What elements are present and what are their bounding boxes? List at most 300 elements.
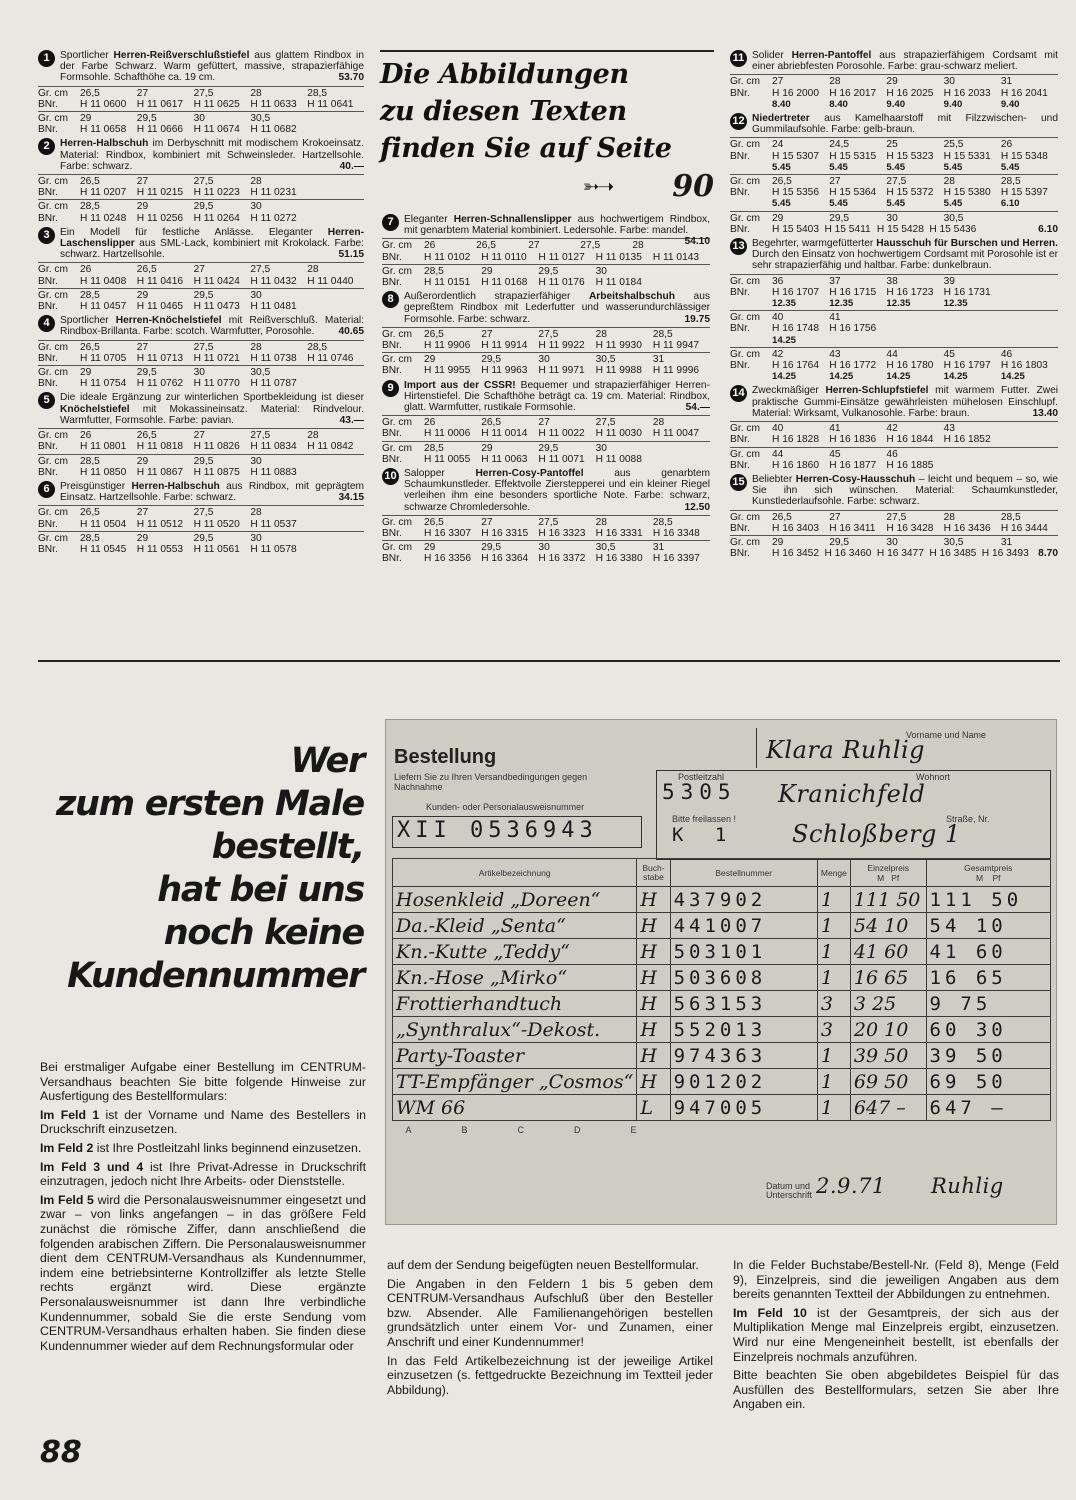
cell: 29,5 xyxy=(829,212,850,224)
cell xyxy=(944,449,1001,460)
cell: 29 xyxy=(424,542,436,554)
size-row xyxy=(38,113,364,124)
size-row xyxy=(382,277,710,288)
size-block xyxy=(38,86,364,110)
cell: 9.40 xyxy=(1000,98,1020,110)
cell: 5.45 xyxy=(886,198,906,210)
row-label: BNr. xyxy=(38,378,58,390)
cell: H 16 1748 xyxy=(772,323,820,335)
size-block xyxy=(382,238,710,262)
cell: H 15 5380 xyxy=(943,187,991,199)
cell: H 11 0537 xyxy=(250,518,297,530)
product-item xyxy=(382,214,710,288)
cell: H 11 0770 xyxy=(193,378,240,390)
cell xyxy=(653,277,710,288)
form-title: Bestellung xyxy=(394,746,497,768)
cell xyxy=(307,519,364,530)
cell xyxy=(307,176,364,187)
order-row xyxy=(393,1095,1051,1121)
cell xyxy=(1001,423,1058,434)
size-row xyxy=(38,378,364,389)
row-label: BNr. xyxy=(38,98,58,110)
size-row xyxy=(38,290,364,301)
cell: 28,5 xyxy=(307,341,328,353)
row-label: BNr. xyxy=(38,124,58,136)
size-row xyxy=(38,507,364,518)
product-item xyxy=(730,238,1058,382)
row-label: BNr. xyxy=(730,522,750,534)
size-block xyxy=(38,531,364,555)
cell xyxy=(1001,335,1058,346)
cell: H 16 2017 xyxy=(829,87,877,99)
size-row xyxy=(38,276,364,287)
cell: 29 xyxy=(424,354,436,366)
product-item xyxy=(382,468,710,565)
form-letter: B xyxy=(461,1124,468,1135)
row-cells xyxy=(80,544,364,555)
cell: 26 xyxy=(1000,139,1013,151)
cell: 26,5 xyxy=(772,176,792,188)
cell: H 11 0481 xyxy=(250,301,297,313)
row-label: BNr. xyxy=(382,453,402,465)
order-article: TT-Empfänger „Cosmos“ xyxy=(393,1069,637,1095)
size-row xyxy=(382,517,710,528)
cell: H 11 0248 xyxy=(80,212,127,224)
row-cells xyxy=(772,224,1034,235)
item-number-badge: 4 xyxy=(38,315,55,332)
cell: H 11 0713 xyxy=(136,352,184,364)
row-cells xyxy=(80,99,364,110)
row-label: BNr. xyxy=(382,340,402,352)
cell: 26 xyxy=(424,417,436,429)
cell: 26,5 xyxy=(476,240,496,252)
row-label: BNr. xyxy=(730,323,750,335)
cell: 26,5 xyxy=(80,176,100,188)
cell: 37 xyxy=(829,275,841,287)
cell xyxy=(307,367,364,378)
size-row xyxy=(38,456,364,467)
size-row xyxy=(730,371,1058,382)
instruction-paragraph: Die Angaben in den Feldern 1 bis 5 geben dem CENTRUM-Versandhaus Aufschluß über den Besteller bzw. Absender. Alle Familienangehörigen bestellen grundsätzlich unter einem Vor- und Zunamen, einer Anschrift und einer Kundennummer! xyxy=(387,1276,713,1349)
row-label: BNr. xyxy=(38,466,58,478)
row-cells xyxy=(80,353,364,364)
order-article: Hosenkleid „Doreen“ xyxy=(393,887,637,913)
cell: H 11 0545 xyxy=(80,543,127,555)
size-row xyxy=(730,213,1058,224)
size-row xyxy=(730,88,1058,99)
row-cells xyxy=(80,378,364,389)
instruction-paragraph: Bitte beachten Sie oben abgebildetes Beispiel für das Ausfüllen des Bestellformulars, setzen Sie aber Ihre Angaben ein. xyxy=(733,1368,1059,1412)
row-cells xyxy=(80,519,364,530)
cell: 29 xyxy=(136,289,149,301)
cell xyxy=(1001,276,1058,287)
row-label xyxy=(730,335,772,346)
size-block xyxy=(730,310,1058,346)
cell: 5.45 xyxy=(829,161,848,173)
cell xyxy=(944,335,1001,346)
order-letter: H xyxy=(637,1069,670,1095)
cell: 41 xyxy=(829,423,841,435)
cell xyxy=(307,290,364,301)
row-cells xyxy=(424,277,710,288)
row-label: Gr. cm xyxy=(730,275,760,287)
product-price: 40.65 xyxy=(338,326,364,338)
cell xyxy=(307,544,364,555)
cell: 28,5 xyxy=(80,201,100,213)
order-unit-price: 41 60 xyxy=(850,939,926,965)
size-block xyxy=(382,415,710,439)
cell: H 16 3348 xyxy=(652,528,700,540)
size-row xyxy=(730,176,1058,187)
product-item xyxy=(382,291,710,376)
product-item xyxy=(38,315,364,389)
product-price: 51.15 xyxy=(338,249,364,261)
row-label: BNr. xyxy=(382,528,402,540)
order-letter: H xyxy=(637,1017,670,1043)
form-letter: D xyxy=(574,1124,581,1135)
row-cells xyxy=(772,276,1058,287)
row-cells xyxy=(80,507,364,518)
form-letter-row xyxy=(393,1121,1051,1139)
order-quantity: 1 xyxy=(817,1069,850,1095)
cell: H 16 1803 xyxy=(1000,360,1048,372)
cell: H 11 0867 xyxy=(136,466,184,478)
cell: H 16 1836 xyxy=(829,434,877,446)
cell: 38 xyxy=(886,275,898,287)
cell: H 11 9955 xyxy=(424,365,471,377)
item-number-badge: 10 xyxy=(382,468,399,485)
order-quantity: 3 xyxy=(817,1017,850,1043)
cell: 8.40 xyxy=(772,98,791,110)
row-cells xyxy=(424,517,710,528)
order-number: 437902 xyxy=(670,887,817,913)
row-cells xyxy=(80,342,364,353)
size-row xyxy=(382,528,710,539)
row-cells xyxy=(424,428,710,439)
cell: H 11 0231 xyxy=(250,187,297,199)
headline-line: Kundennummer xyxy=(67,956,364,996)
cell: 30,5 xyxy=(595,542,616,554)
cell: H 11 0746 xyxy=(307,352,354,364)
row-label: Gr. cm xyxy=(38,264,68,276)
row-label: Gr. cm xyxy=(730,176,760,188)
order-unit-price: 111 50 xyxy=(850,887,926,913)
item-number-badge: 14 xyxy=(730,385,747,402)
cell: H 15 5428 xyxy=(876,223,924,235)
order-unit-price: 647 – xyxy=(850,1095,926,1121)
leave-empty-label: Bitte freilassen ! xyxy=(672,814,737,824)
cell: 46 xyxy=(886,448,898,460)
size-row xyxy=(382,252,710,263)
cell: H 11 9971 xyxy=(538,365,585,377)
row-label xyxy=(730,99,772,110)
size-row xyxy=(38,533,364,544)
size-row xyxy=(730,523,1058,534)
size-block xyxy=(382,264,710,288)
cell: 30 xyxy=(193,367,205,379)
row-label: BNr. xyxy=(382,428,402,440)
product-description: 5 Die ideale Ergänzung zur winterlichen Sportbekleidung ist dieser Knöchelstiefel mit Mokassineinsatz. Material: Rindvelour. Warmfutter, Formsohle. Farbe: pavian. 43.— xyxy=(38,392,364,426)
cell: 29,5 xyxy=(829,536,850,548)
cell: 27 xyxy=(136,507,149,519)
product-description: 4 Sportlicher Herren-Knöchelstiefel mit Reißverschluß. Material: Rindbox-Brillanta. Farbe: scotch. Warmfutter, Porosohle. 40.65 xyxy=(38,315,364,337)
order-total-price: 647 – xyxy=(926,1095,1051,1121)
size-row xyxy=(38,544,364,555)
cell: 28 xyxy=(250,507,262,519)
cell xyxy=(1001,460,1058,471)
cell: 30,5 xyxy=(943,536,964,548)
date-value: 2.9.71 xyxy=(816,1174,886,1198)
row-cells xyxy=(424,443,710,454)
row-cells xyxy=(80,176,364,187)
row-cells xyxy=(424,252,710,263)
cell: 30 xyxy=(538,354,550,366)
size-block xyxy=(730,510,1058,534)
cell: H 15 5348 xyxy=(1000,150,1048,162)
row-cells xyxy=(80,201,364,212)
cell xyxy=(1001,298,1058,309)
headline xyxy=(38,740,364,998)
row-label: Gr. cm xyxy=(730,348,760,360)
row-cells xyxy=(80,430,364,441)
row-label: BNr. xyxy=(38,543,58,555)
size-row xyxy=(382,454,710,465)
size-row xyxy=(38,187,364,198)
row-cells xyxy=(424,528,710,539)
cell: 28 xyxy=(632,240,644,252)
cell: H 16 3307 xyxy=(424,528,472,540)
cell: H 16 1756 xyxy=(829,323,877,335)
cell: 27 xyxy=(193,430,205,442)
instructions-column-1 xyxy=(40,1060,366,1353)
cell: 29 xyxy=(886,76,898,88)
cell: H 16 2033 xyxy=(943,87,991,99)
row-label: BNr. xyxy=(38,352,58,364)
cell xyxy=(944,323,1001,334)
cell: 30 xyxy=(250,455,262,467)
product-item xyxy=(38,227,364,312)
instruction-lead: Im Feld 5 xyxy=(40,1192,94,1207)
row-cells xyxy=(772,298,1058,309)
row-price: 6.10 xyxy=(1038,223,1058,235)
row-cells xyxy=(80,187,364,198)
col-total-price: Gesamtpreis M Pf xyxy=(926,859,1051,887)
size-block xyxy=(38,365,364,389)
item-number-badge: 1 xyxy=(38,50,55,67)
row-label: Gr. cm xyxy=(38,87,68,99)
cell: H 16 2025 xyxy=(886,87,934,99)
product-name: Herren-Cosy-Hausschuh xyxy=(795,473,916,485)
product-description: 10 Salopper Herren-Cosy-Pantoffel aus genarbtem Schaumkunstleder. Effektvolle Ziersteppereі und ein kleiner Riegel verleihen ihm eine besonders sportliche Note. Farbe: schwarz, schwarze Chromledersohle. 12.50 xyxy=(382,468,710,513)
row-cells xyxy=(772,335,1058,346)
item-number-badge: 7 xyxy=(382,214,399,231)
cell: 30 xyxy=(595,265,607,277)
cell: 5.45 xyxy=(829,198,848,210)
row-label: BNr. xyxy=(382,251,402,263)
row-label: BNr. xyxy=(730,548,750,560)
order-unit-price: 54 10 xyxy=(850,913,926,939)
row-cells xyxy=(772,434,1058,445)
row-label: BNr. xyxy=(730,150,750,162)
cell: H 16 1852 xyxy=(943,434,991,446)
cell: 31 xyxy=(1000,76,1013,88)
row-cells xyxy=(772,213,1058,224)
item-number-badge: 6 xyxy=(38,481,55,498)
row-label: BNr. xyxy=(38,275,58,287)
cell: 30,5 xyxy=(943,212,964,224)
size-row xyxy=(730,139,1058,150)
order-number: 563153 xyxy=(670,991,817,1017)
cell: 26 xyxy=(80,430,92,442)
cell: 12.35 xyxy=(772,298,797,310)
size-row xyxy=(382,443,710,454)
row-cells xyxy=(80,124,364,135)
cell: H 11 0578 xyxy=(250,543,297,555)
order-quantity: 1 xyxy=(817,1095,850,1121)
cell: 28 xyxy=(595,516,607,528)
instruction-paragraph: Bei erstmaliger Aufgabe einer Bestellung im CENTRUM-Versandhaus beachten Sie bitte folgende Hinweise zur Ausfertigung des Bestellformulars: xyxy=(40,1060,366,1104)
cell xyxy=(307,187,364,198)
cell: H 15 5372 xyxy=(886,187,934,199)
size-row xyxy=(730,276,1058,287)
row-label: BNr. xyxy=(730,223,750,235)
size-block xyxy=(38,262,364,286)
cell: 26,5 xyxy=(772,511,792,523)
product-name: Herren-Schlupfstiefel xyxy=(825,385,929,397)
product-description: 6 Preisgünstiger Herren-Halbschuh aus Rindbox, mit geprägtem Einsatz. Hartzellsohle. Farbe: schwarz. 34.15 xyxy=(38,481,364,503)
order-unit-price: 69 50 xyxy=(850,1069,926,1095)
product-description: 11 Solider Herren-Pantoffel aus strapazierfähigem Cordsamt mit einer abriebfesten Porosohle. Farbe: grau-schwarz meliert. xyxy=(730,50,1058,72)
product-item xyxy=(730,474,1058,559)
cell: H 15 5323 xyxy=(886,150,934,162)
order-article: Party-Toaster xyxy=(393,1043,637,1069)
item-number-badge: 5 xyxy=(38,392,55,409)
row-label: Gr. cm xyxy=(38,289,68,301)
cell: 27,5 xyxy=(193,341,214,353)
size-block xyxy=(730,421,1058,445)
row-cells xyxy=(772,139,1058,150)
cell: H 11 0424 xyxy=(193,275,240,287)
cell: 12.35 xyxy=(886,298,911,310)
row-cells xyxy=(80,213,364,224)
cell: 40 xyxy=(772,423,784,435)
cell: 29 xyxy=(772,536,784,548)
cell: 27,5 xyxy=(538,328,559,340)
cell: H 11 0223 xyxy=(193,187,240,199)
size-row xyxy=(382,417,710,428)
size-row xyxy=(382,329,710,340)
size-row xyxy=(730,548,1058,559)
product-name: Herren-Reißverschlußstiefel xyxy=(113,50,250,61)
instruction-paragraph: Im Feld 1 ist der Vorname und Name des Bestellers in Druckschrift einzusetzen. xyxy=(40,1107,367,1137)
cell: H 11 0633 xyxy=(250,98,297,110)
product-description: 9 Import aus der CSSR! Bequemer und strapazierfähiger Herren-Hirtenstiefel. Die Schafthöhe beträgt ca. 19 cm. Material: Rindbox, glatt. Warmfutter, rustikale Formsohle. 54.— xyxy=(382,380,710,414)
cell: 27,5 xyxy=(193,176,214,188)
headline-line: bestellt, xyxy=(211,827,364,867)
row-label: Gr. cm xyxy=(38,430,68,442)
row-label: BNr. xyxy=(38,441,58,453)
size-row xyxy=(730,360,1058,371)
order-number: 974363 xyxy=(670,1043,817,1069)
cell: H 11 0176 xyxy=(538,277,585,289)
row-label xyxy=(730,198,772,209)
row-cells xyxy=(80,290,364,301)
cell: H 16 3364 xyxy=(481,553,529,565)
cell: 30 xyxy=(193,113,205,125)
cell: 29,5 xyxy=(481,354,502,366)
cell: 31 xyxy=(1000,536,1013,548)
size-row xyxy=(730,323,1058,334)
cell: H 16 1772 xyxy=(829,360,877,372)
size-row xyxy=(38,430,364,441)
heading-line: Die Abbildungen xyxy=(380,59,629,90)
row-cells xyxy=(772,312,1058,323)
cell: H 11 0617 xyxy=(136,98,184,110)
row-cells xyxy=(80,533,364,544)
cell xyxy=(307,201,364,212)
cell: H 15 5403 xyxy=(772,223,820,235)
cell: 28 xyxy=(307,264,319,276)
cell: 30 xyxy=(886,536,898,548)
size-row xyxy=(38,201,364,212)
cell: H 11 0600 xyxy=(80,98,127,110)
size-row xyxy=(730,335,1058,346)
cell: H 16 3444 xyxy=(1000,522,1048,534)
heading-line: zu diesen Texten xyxy=(380,96,627,127)
page-number: 88 xyxy=(40,1435,82,1470)
cell: H 11 0674 xyxy=(193,124,240,136)
product-item xyxy=(38,392,364,477)
row-label: BNr. xyxy=(38,301,58,313)
product-description: 2 Herren-Halbschuh im Derbyschnitt mit modischem Krokoeinsatz. Material: Rindbox, kombiniert mit Schweinsleder. Hartzellsohle. Farbe: schwarz. 40.— xyxy=(38,138,364,172)
cell: 29,5 xyxy=(136,367,157,379)
row-label: Gr. cm xyxy=(382,417,412,429)
cell: H 11 0754 xyxy=(80,378,127,390)
row-cells xyxy=(424,542,710,553)
row-cells xyxy=(80,276,364,287)
cell: 30,5 xyxy=(250,367,271,379)
order-total-price: 41 60 xyxy=(926,939,1051,965)
cell: H 15 5436 xyxy=(929,223,977,235)
row-label: Gr. cm xyxy=(382,542,412,554)
cell: 14.25 xyxy=(943,371,968,383)
order-article: WM 66 xyxy=(393,1095,637,1121)
cell xyxy=(653,454,710,465)
size-row xyxy=(382,240,685,251)
cell: 30,5 xyxy=(250,113,271,125)
cell: 14.25 xyxy=(1000,371,1025,383)
row-cells xyxy=(424,365,710,376)
row-cells xyxy=(772,423,1058,434)
cell: 29 xyxy=(136,532,149,544)
headline-line: Wer xyxy=(290,741,364,781)
item-number-badge: 15 xyxy=(730,474,747,491)
col-order-number: Bestellnummer xyxy=(670,859,817,887)
cell: 27 xyxy=(528,240,540,252)
cell: H 16 1797 xyxy=(943,360,991,372)
product-name: Herren-Halbschuh xyxy=(131,480,220,492)
cell xyxy=(653,266,710,277)
cell: 14.25 xyxy=(772,371,797,383)
cell: H 11 0416 xyxy=(136,275,184,287)
order-total-price: 54 10 xyxy=(926,913,1051,939)
row-cells xyxy=(772,151,1058,162)
cell xyxy=(1001,213,1058,224)
order-quantity: 1 xyxy=(817,939,850,965)
size-row xyxy=(730,423,1058,434)
cell xyxy=(1001,449,1058,460)
cell: H 11 0055 xyxy=(424,453,471,465)
